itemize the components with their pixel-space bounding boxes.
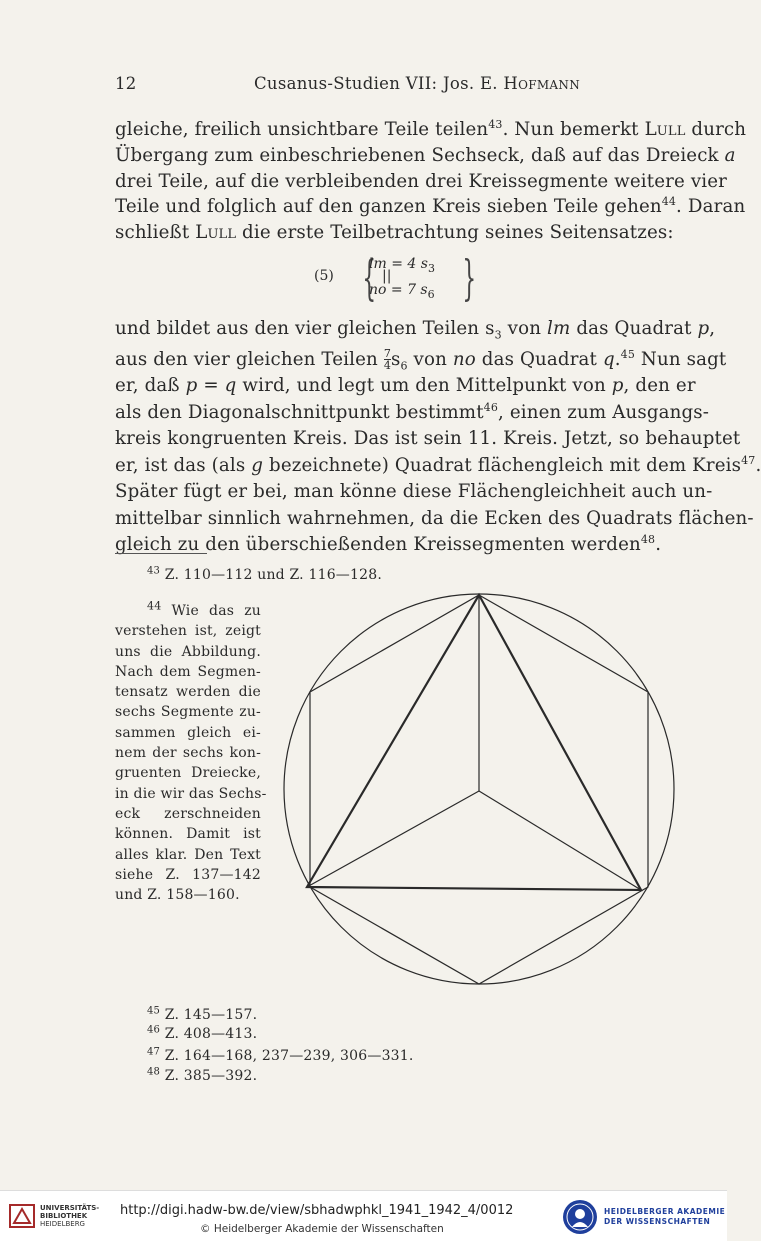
text-line: Teile und folglich auf den ganzen Kreis sieben Teile gehen$^{44}$. Daran xyxy=(115,195,746,218)
text-line: $^{44}$ Wie das zu xyxy=(147,599,261,619)
text-line: aus den vier gleichen Teilen $\frac{7}{4}$ $s_6$ von no das Quadrat q.$^{45}$ Nun sagt xyxy=(115,347,727,373)
footnote-47: $^{47}$ Z. 164—168, 237—239, 306—331. xyxy=(147,1046,414,1064)
text-line: und Z. 158—160. xyxy=(115,887,240,904)
university-library-logo[interactable]: UNIVERSITÄTS- BIBLIOTHEK HEIDELBERG xyxy=(8,1201,99,1231)
text-line: als den Diagonalschnittpunkt bestimmt$^{46}$, einen zum Ausgangs- xyxy=(115,400,710,423)
footnote-ref: 46 xyxy=(483,400,498,414)
fraction: $\frac{7}{4}$ xyxy=(383,347,391,372)
text-line: eck zerschneiden xyxy=(115,805,261,822)
formula-number: (5) xyxy=(314,268,334,284)
text-line: er, daß p = q wird, und legt um den Mittelpunkt von p, den er xyxy=(115,375,696,396)
text-line: mittelbar sinnlich wahrnehmen, da die Ecken des Quadrats flächen- xyxy=(115,507,754,529)
text-line: in die wir das Sechs- xyxy=(115,785,267,802)
paragraph-1 xyxy=(115,117,747,246)
text-line: gleiche, freilich unsichtbare Teile teilen$^{43}$. Nun bemerkt Lull durch xyxy=(115,117,747,140)
academy-seal-icon xyxy=(562,1199,598,1235)
text-line: schließt Lull die erste Teilbetrachtung seines Seitensatzes: xyxy=(115,222,674,244)
text-line: alles klar. Den Text xyxy=(115,846,261,863)
formula-5 xyxy=(314,250,484,306)
footnote-43: $^{43}$ Z. 110—112 und Z. 116—128. xyxy=(147,565,382,583)
footnote-separator xyxy=(115,553,207,554)
text-line: können. Damit ist xyxy=(115,826,261,843)
text-line: sammen gleich ei- xyxy=(115,724,261,741)
text-line: nem der sechs kon- xyxy=(115,745,261,762)
text-line: sechs Segmente zu- xyxy=(115,704,261,721)
right-brace: } xyxy=(462,250,477,306)
left-brace: { xyxy=(362,250,377,306)
text-line: siehe Z. 137—142 xyxy=(115,866,261,883)
text-line: uns die Abbildung. xyxy=(115,643,261,660)
author-name: Hofmann xyxy=(503,74,580,93)
footnote-ref: 47 xyxy=(741,453,756,467)
center-line-left xyxy=(307,791,479,887)
text-line: verstehen ist, zeigt xyxy=(115,623,261,640)
text-line: er, ist das (als g bezeichnete) Quadrat flächengleich mit dem Kreis$^{47}$. xyxy=(115,453,761,476)
text-line: drei Teile, auf die verbleibenden drei Kreissegmente weitere vier xyxy=(115,170,727,192)
inscribed-triangle xyxy=(307,595,641,890)
text-line: Nach dem Segmen- xyxy=(115,663,261,680)
paragraph-2 xyxy=(115,316,761,559)
footnote-46: $^{46}$ Z. 408—413. xyxy=(147,1024,258,1042)
running-title: Cusanus-Studien VII: Jos. E. Hofmann xyxy=(254,74,580,93)
footnote-ref: 45 xyxy=(620,347,635,361)
geometric-figure xyxy=(283,591,679,991)
document-url-link[interactable]: http://digi.hadw-bw.de/view/sbhadwphkl_1941_1942_4/0012 xyxy=(120,1203,514,1218)
viewer-footer xyxy=(0,1190,727,1241)
library-emblem-icon xyxy=(8,1201,36,1231)
formula-line-1: lm = 4 $s_3$ xyxy=(369,256,435,275)
academy-logo[interactable]: HEIDELBERGER AKADEMIE DER WISSENSCHAFTEN xyxy=(562,1199,725,1235)
text-line: tensatz werden die xyxy=(115,684,261,701)
text-line: gleich zu den überschießenden Kreissegmenten werden$^{48}$. xyxy=(115,532,662,555)
center-line-right xyxy=(479,791,641,890)
text-line: Übergang zum einbeschriebenen Sechseck, daß auf das Dreieck a xyxy=(115,144,736,166)
footnote-44 xyxy=(115,599,267,905)
formula-line-2: || xyxy=(382,268,392,284)
text-line: kreis kongruenten Kreis. Das ist sein 11. Kreis. Jetzt, so behauptet xyxy=(115,428,741,449)
footnote-ref: 48 xyxy=(640,532,656,546)
text-line: Später fügt er bei, man könne diese Flächengleichheit auch un- xyxy=(115,481,713,502)
footnote-ref: 43 xyxy=(488,117,503,131)
copyright-notice: © Heidelberger Akademie der Wissenschaften xyxy=(200,1223,444,1235)
footnote-48: $^{48}$ Z. 385—392. xyxy=(147,1066,258,1084)
footnote-ref: 44 xyxy=(661,195,677,209)
text-line: gruenten Dreiecke, xyxy=(115,765,261,782)
page-number: 12 xyxy=(115,74,137,93)
formula-line-3: no = 7 $s_6$ xyxy=(369,282,435,301)
footnote-45: $^{45}$ Z. 145—157. xyxy=(147,1005,258,1023)
text-line: und bildet aus den vier gleichen Teilen $s_3$ von lm das Quadrat p, xyxy=(115,318,716,342)
